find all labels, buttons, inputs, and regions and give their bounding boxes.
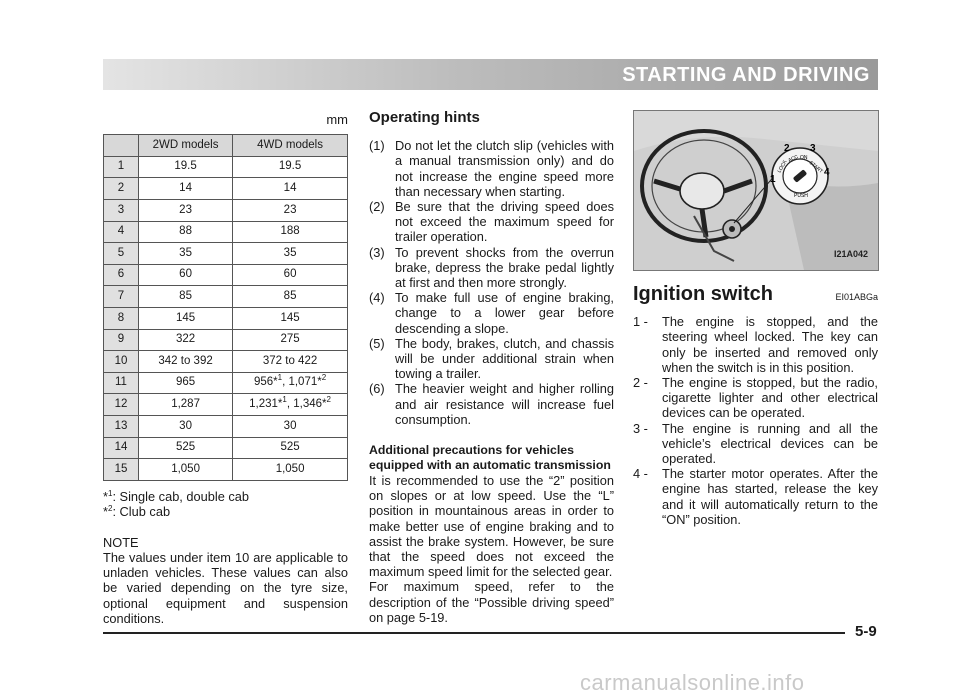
row-number: 11 — [104, 372, 139, 394]
note-body: The values under item 10 are applicable to unladen vehicles. These values can also be varied depending on the tyre size, optional equipment and suspension conditions. — [103, 549, 348, 626]
page-number: 5-9 — [855, 623, 877, 640]
value-4wd — [233, 372, 348, 394]
ignition-switch-illustration — [633, 110, 879, 271]
value-part: 1,231* — [249, 398, 283, 411]
table-row — [104, 286, 348, 308]
row-number: 1 — [104, 156, 139, 178]
value-part: , 1,346* — [286, 398, 327, 411]
table-unit: mm — [326, 112, 348, 127]
callout-2: 2 — [784, 143, 790, 154]
hint-text: To prevent shocks from the overrun brake, depress the brake pedal lightly at first and then more strongly. — [395, 244, 614, 291]
value-2wd: 35 — [139, 243, 233, 265]
position-number: 3 - — [633, 420, 648, 436]
operating-hints-column — [369, 110, 614, 625]
value-4wd: 19.5 — [233, 156, 348, 178]
position-number: 4 - — [633, 466, 648, 482]
footnote-1 — [103, 489, 348, 504]
hint-item — [369, 138, 614, 199]
lock-label: LOCK — [776, 159, 789, 174]
position-text: The engine is stopped, but the radio, cigarette lighter and other electrical devices can be operated. — [662, 375, 878, 421]
table-row — [104, 264, 348, 286]
value-2wd: 60 — [139, 264, 233, 286]
hint-number: (5) — [369, 335, 385, 351]
hint-item — [369, 290, 614, 336]
hint-item — [369, 381, 614, 427]
footnote-mark: 1 — [277, 373, 283, 383]
value-4wd: 35 — [233, 243, 348, 265]
hint-text: Be sure that the driving speed does not exceed the maximum speed for trailer operation. — [395, 199, 614, 245]
value-2wd: 88 — [139, 221, 233, 243]
hint-item — [369, 199, 614, 245]
footnote-text: : Club cab — [112, 503, 171, 519]
push-label: PUSH — [794, 193, 808, 199]
footnote-mark: 2 — [326, 395, 331, 405]
position-number: 1 - — [633, 314, 648, 330]
position-text: The engine is running and all the vehicle’s electrical devices can be operated. — [662, 420, 878, 467]
value-4wd: 85 — [233, 286, 348, 308]
value-2wd: 30 — [139, 415, 233, 437]
row-number: 4 — [104, 221, 139, 243]
value-2wd: 322 — [139, 329, 233, 351]
row-number: 15 — [104, 459, 139, 481]
hint-number: (4) — [369, 290, 385, 306]
row-number: 12 — [104, 394, 139, 416]
row-number: 2 — [104, 178, 139, 200]
value-2wd: 145 — [139, 307, 233, 329]
ignition-position-item — [633, 375, 878, 421]
hint-item — [369, 336, 614, 382]
value-4wd: 275 — [233, 329, 348, 351]
row-number: 14 — [104, 437, 139, 459]
acc-label: ACC — [787, 153, 800, 164]
hint-text: Do not let the clutch slip (vehicles with a manual transmission only) and do not increase the engine speed more than necessary when starting. — [395, 138, 614, 199]
footnote-text: : Single cab, double cab — [112, 488, 250, 504]
hint-number: (3) — [369, 244, 385, 260]
ignition-position-item — [633, 314, 878, 375]
table-header-cell: 4WD models — [233, 135, 348, 157]
value-2wd: 1,287 — [139, 394, 233, 416]
hint-text: The heavier weight and higher rolling and air resistance will increase fuel consumption. — [395, 381, 614, 427]
value-4wd: 372 to 422 — [233, 351, 348, 373]
dimension-table — [103, 134, 348, 481]
hint-number: (1) — [369, 138, 385, 154]
value-4wd: 525 — [233, 437, 348, 459]
start-label: START — [807, 159, 824, 175]
table-row — [104, 415, 348, 437]
table-header-cell: 2WD models — [139, 135, 233, 157]
table-header-row — [104, 135, 348, 157]
footnote-asterisk: * — [103, 488, 108, 504]
ignition-code: EI01ABGa — [835, 292, 878, 302]
footer-rule — [103, 632, 845, 634]
operating-hints-heading: Operating hints — [369, 109, 480, 126]
value-2wd: 965 — [139, 372, 233, 394]
automatic-transmission-text: It is recommended to use the “2” position on slopes or at low speed. Use the “L” position in mountainous areas in order to make better use of engine braking and to assist the brake system. However, be sure that the speed does not exceed the maximum speed limit for the selected gear. — [369, 473, 614, 580]
callout-4: 4 — [824, 167, 830, 178]
value-2wd: 525 — [139, 437, 233, 459]
max-speed-reference: For maximum speed, refer to the description of the “Possible driving speed” on page 5-19. — [369, 579, 614, 625]
figure-code: I21A042 — [833, 248, 868, 259]
position-number: 2 - — [633, 375, 648, 391]
callout-1: 1 — [770, 174, 776, 185]
ignition-position-item — [633, 421, 878, 467]
value-4wd: 145 — [233, 307, 348, 329]
hint-text: To make full use of engine braking, change to a lower gear before descending a slope. — [395, 290, 614, 336]
table-row — [104, 372, 348, 394]
table-row — [104, 243, 348, 265]
value-4wd: 188 — [233, 221, 348, 243]
value-4wd: 60 — [233, 264, 348, 286]
value-part: 956* — [253, 376, 278, 389]
section-header-bar — [103, 59, 878, 90]
table-row — [104, 459, 348, 481]
row-number: 9 — [104, 329, 139, 351]
hint-number: (2) — [369, 199, 385, 215]
table-row — [104, 156, 348, 178]
ignition-heading: Ignition switch — [633, 283, 773, 305]
table-row — [104, 307, 348, 329]
position-text: The engine is stopped, and the steering wheel locked. The key can only be inserted and removed only when the switch is in this position. — [662, 314, 878, 375]
row-number: 13 — [104, 415, 139, 437]
table-row — [104, 394, 348, 416]
row-number: 8 — [104, 307, 139, 329]
position-text: The starter motor operates. After the engine has started, release the key and it will automatically return to the “ON” position. — [662, 466, 878, 527]
value-2wd: 19.5 — [139, 156, 233, 178]
hint-text: The body, brakes, clutch, and chassis will be under additional strain when towing a trailer. — [395, 335, 614, 382]
value-2wd: 342 to 392 — [139, 351, 233, 373]
row-number: 5 — [104, 243, 139, 265]
row-number: 10 — [104, 351, 139, 373]
footnote-asterisk: * — [103, 503, 108, 519]
section-title: STARTING AND DRIVING — [622, 64, 870, 86]
table-row — [104, 221, 348, 243]
note-title: NOTE — [103, 534, 139, 550]
callout-3: 3 — [810, 143, 816, 154]
hint-number: (6) — [369, 381, 385, 397]
table-row — [104, 199, 348, 221]
ignition-heading-row — [633, 283, 878, 305]
value-2wd: 1,050 — [139, 459, 233, 481]
on-label: ON — [800, 155, 808, 161]
footnote-number: 2 — [107, 503, 113, 513]
value-4wd: 23 — [233, 199, 348, 221]
ignition-column — [633, 110, 878, 527]
ignition-position-item — [633, 466, 878, 527]
value-4wd: 1,050 — [233, 459, 348, 481]
value-2wd: 85 — [139, 286, 233, 308]
row-number: 7 — [104, 286, 139, 308]
value-2wd: 23 — [139, 199, 233, 221]
footnote-2 — [103, 504, 348, 519]
watermark: carmanualsonline.info — [580, 670, 805, 695]
table-row — [104, 437, 348, 459]
row-number: 6 — [104, 264, 139, 286]
footnote-number: 1 — [107, 488, 113, 498]
footnote-mark: 2 — [321, 373, 327, 383]
automatic-transmission-heading: Additional precautions for vehicles equipped with an automatic transmission — [369, 443, 611, 473]
table-header-cell — [104, 135, 139, 157]
footnotes — [103, 489, 348, 519]
spec-table-column — [103, 112, 348, 626]
footnote-mark: 1 — [282, 395, 287, 405]
value-4wd: 14 — [233, 178, 348, 200]
row-number: 3 — [104, 199, 139, 221]
hint-item — [369, 245, 614, 291]
table-row — [104, 351, 348, 373]
table-row — [104, 178, 348, 200]
value-part: , 1,071* — [282, 376, 322, 389]
table-row — [104, 329, 348, 351]
value-4wd: 30 — [233, 415, 348, 437]
value-2wd: 14 — [139, 178, 233, 200]
value-4wd — [233, 394, 348, 416]
